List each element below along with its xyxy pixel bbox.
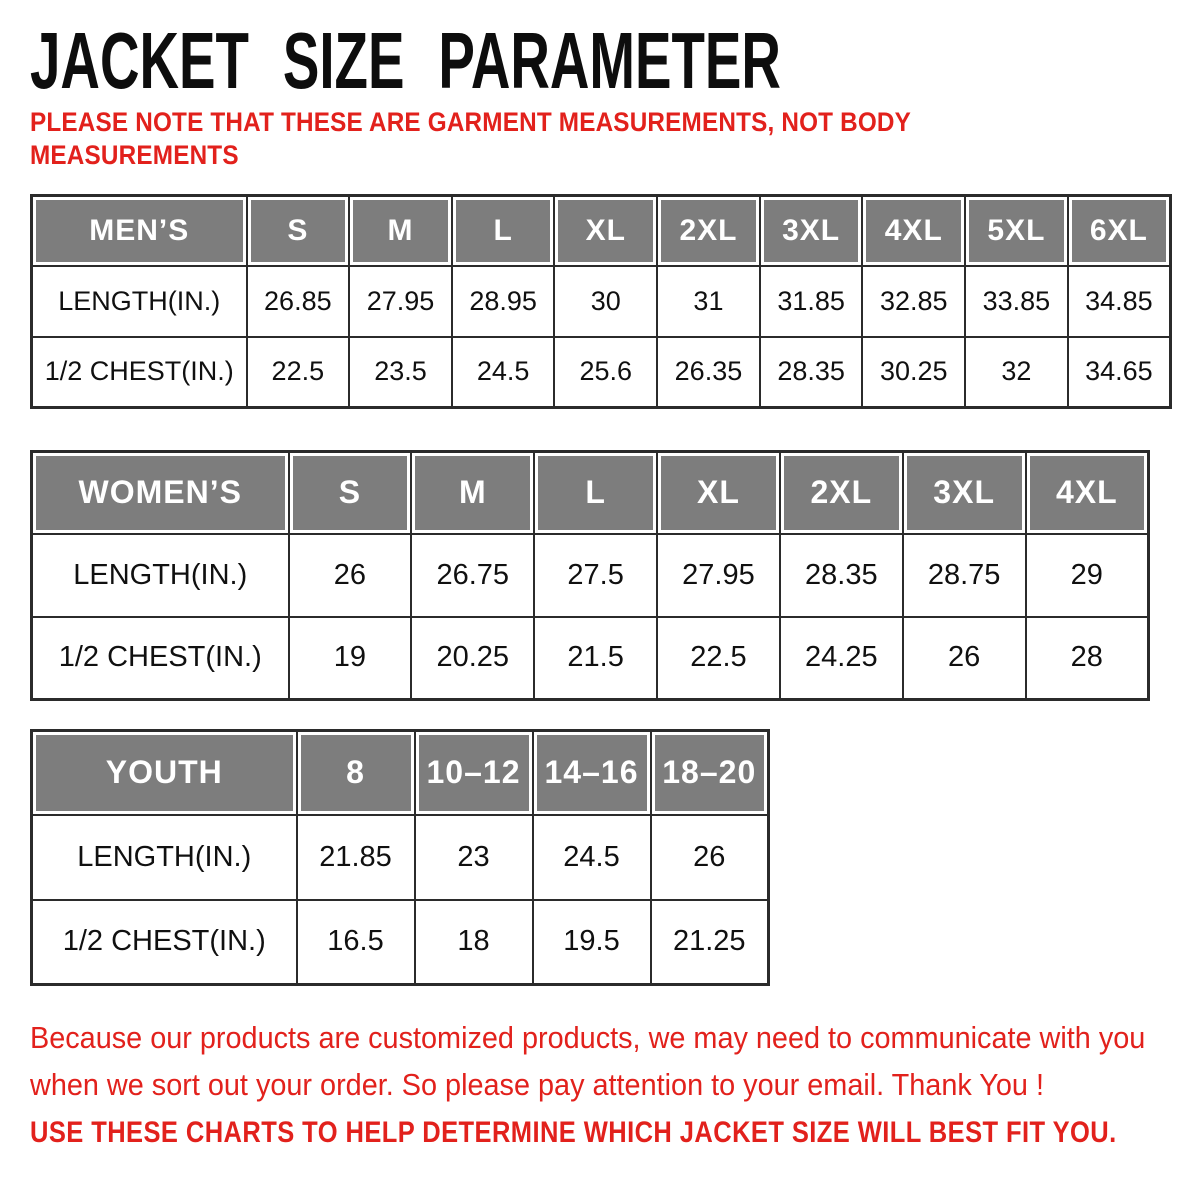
value-cell: 30.25 <box>862 337 965 408</box>
youth-header-row <box>32 731 769 815</box>
womens-table-title: WOMEN’S <box>32 452 289 534</box>
mens-size-header-2xl: 2XL <box>657 196 760 266</box>
row-label: 1/2 CHEST(IN.) <box>32 337 247 408</box>
mens-chest-row <box>32 337 1171 408</box>
row-label: LENGTH(IN.) <box>32 266 247 337</box>
youth-size-header-18-20: 18–20 <box>651 731 769 815</box>
value-cell: 20.25 <box>411 617 534 700</box>
value-cell: 21.25 <box>651 900 769 985</box>
mens-size-header-xl: XL <box>554 196 657 266</box>
mens-size-header-m: M <box>349 196 452 266</box>
value-cell: 21.5 <box>534 617 657 700</box>
value-cell: 34.85 <box>1068 266 1171 337</box>
value-cell: 28.35 <box>760 337 863 408</box>
mens-table-title: MEN’S <box>32 196 247 266</box>
value-cell: 19 <box>289 617 412 700</box>
value-cell: 31.85 <box>760 266 863 337</box>
value-cell: 27.95 <box>349 266 452 337</box>
garment-measurement-note: PLEASE NOTE THAT THESE ARE GARMENT MEASUREMENTS, NOT BODY MEASUREMENTS <box>30 107 911 170</box>
womens-size-header-2xl: 2XL <box>780 452 903 534</box>
value-cell: 21.85 <box>297 815 415 900</box>
womens-header-row <box>32 452 1149 534</box>
mens-size-header-6xl: 6XL <box>1068 196 1171 266</box>
womens-size-table <box>30 450 1150 701</box>
value-cell: 28.75 <box>903 534 1026 617</box>
mens-size-header-4xl: 4XL <box>862 196 965 266</box>
value-cell: 32 <box>965 337 1068 408</box>
youth-table-title: YOUTH <box>32 731 297 815</box>
value-cell: 18 <box>415 900 533 985</box>
womens-length-row <box>32 534 1149 617</box>
value-cell: 26.85 <box>247 266 350 337</box>
value-cell: 26 <box>289 534 412 617</box>
value-cell: 31 <box>657 266 760 337</box>
value-cell: 26 <box>903 617 1026 700</box>
mens-size-header-s: S <box>247 196 350 266</box>
customization-notice: Because our products are customized products, we may need to communicate with you when we sort out your order. So please pay attention to your email. Thank You ! <box>30 1020 1146 1102</box>
youth-chest-row <box>32 900 769 985</box>
youth-size-header-8: 8 <box>297 731 415 815</box>
womens-size-header-s: S <box>289 452 412 534</box>
row-label: 1/2 CHEST(IN.) <box>32 900 297 985</box>
value-cell: 29 <box>1026 534 1149 617</box>
mens-size-table <box>30 194 1172 409</box>
value-cell: 28 <box>1026 617 1149 700</box>
value-cell: 28.35 <box>780 534 903 617</box>
value-cell: 22.5 <box>657 617 780 700</box>
value-cell: 24.5 <box>452 337 555 408</box>
value-cell: 16.5 <box>297 900 415 985</box>
value-cell: 26.35 <box>657 337 760 408</box>
youth-size-table <box>30 729 770 986</box>
value-cell: 23.5 <box>349 337 452 408</box>
value-cell: 34.65 <box>1068 337 1171 408</box>
value-cell: 26.75 <box>411 534 534 617</box>
womens-chest-row <box>32 617 1149 700</box>
value-cell: 23 <box>415 815 533 900</box>
womens-size-header-m: M <box>411 452 534 534</box>
mens-length-row <box>32 266 1171 337</box>
value-cell: 27.95 <box>657 534 780 617</box>
womens-size-header-l: L <box>534 452 657 534</box>
value-cell: 30 <box>554 266 657 337</box>
womens-size-header-xl: XL <box>657 452 780 534</box>
value-cell: 22.5 <box>247 337 350 408</box>
value-cell: 28.95 <box>452 266 555 337</box>
mens-header-row <box>32 196 1171 266</box>
womens-size-header-4xl: 4XL <box>1026 452 1149 534</box>
youth-size-header-10-12: 10–12 <box>415 731 533 815</box>
value-cell: 19.5 <box>533 900 651 985</box>
value-cell: 25.6 <box>554 337 657 408</box>
youth-length-row <box>32 815 769 900</box>
row-label: LENGTH(IN.) <box>32 534 289 617</box>
value-cell: 32.85 <box>862 266 965 337</box>
size-fit-advice: USE THESE CHARTS TO HELP DETERMINE WHICH JACKET SIZE WILL BEST FIT YOU. <box>30 1116 1117 1149</box>
value-cell: 24.5 <box>533 815 651 900</box>
row-label: LENGTH(IN.) <box>32 815 297 900</box>
youth-size-header-14-16: 14–16 <box>533 731 651 815</box>
value-cell: 26 <box>651 815 769 900</box>
mens-size-header-5xl: 5XL <box>965 196 1068 266</box>
mens-size-header-3xl: 3XL <box>760 196 863 266</box>
womens-size-header-3xl: 3XL <box>903 452 1026 534</box>
mens-size-header-l: L <box>452 196 555 266</box>
page-title: JACKET SIZE PARAMETER <box>30 16 781 106</box>
value-cell: 24.25 <box>780 617 903 700</box>
value-cell: 33.85 <box>965 266 1068 337</box>
value-cell: 27.5 <box>534 534 657 617</box>
row-label: 1/2 CHEST(IN.) <box>32 617 289 700</box>
